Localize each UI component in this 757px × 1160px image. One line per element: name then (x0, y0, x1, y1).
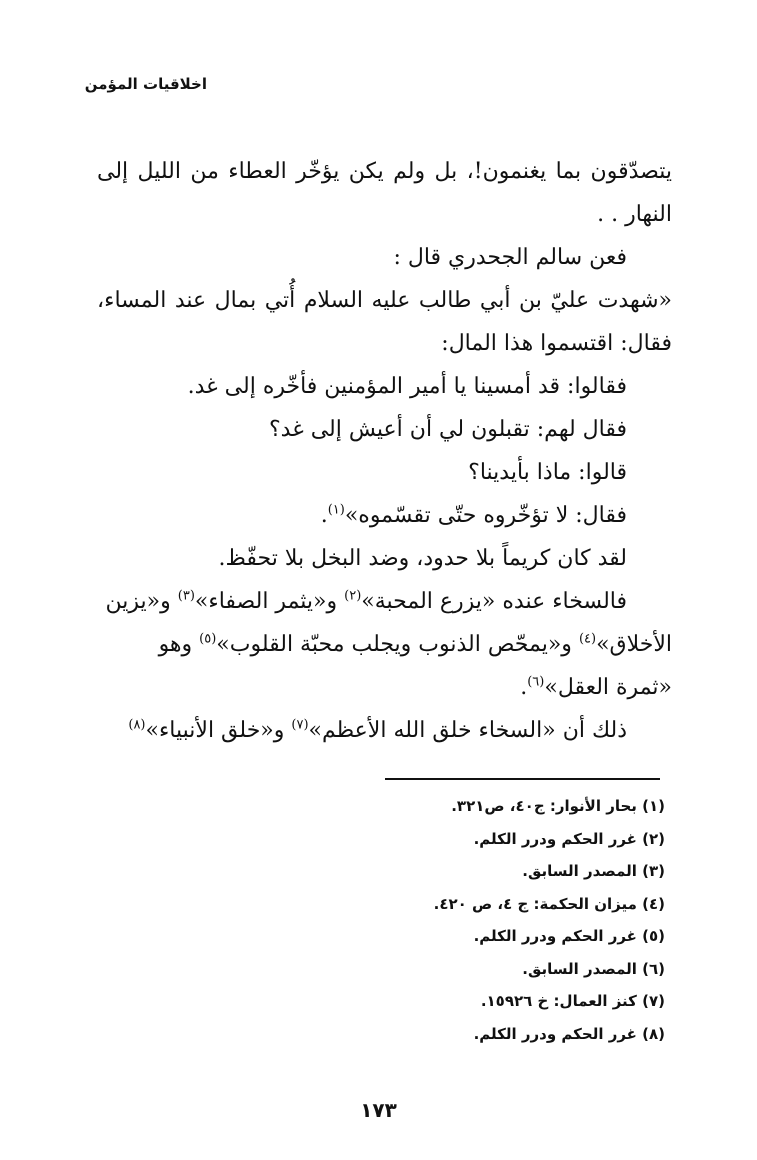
body-text-segment: فقال: لا تؤخّروه حتّى تقسّموه» (344, 503, 627, 528)
footnote-ref: (٥) (199, 631, 217, 647)
footnote-item: (٥) غرر الحكم ودرر الكلم. (473, 927, 665, 945)
body-text-segment: . (520, 675, 528, 700)
footnote-ref: (٧) (291, 717, 309, 733)
body-line (97, 709, 672, 752)
footnote-item: (٢) غرر الحكم ودرر الكلم. (473, 829, 665, 848)
body-text-segment: ذلك أن «السخاء خلق الله الأعظم» (308, 718, 627, 743)
body-line: فقال لهم: تقبلون لي أن أعيش إلى غد؟ (269, 417, 627, 442)
body-line (97, 580, 672, 623)
body-line: لقد كان كريماً بلا حدود، وضد البخل بلا تحفّظ. (218, 546, 627, 571)
footnote-ref: (٨) (128, 717, 146, 733)
body-line: فقال: اقتسموا هذا المال: (441, 331, 672, 356)
page-number: ١٧٣ (360, 1098, 397, 1122)
footnote-item: (١) بحار الأنوار: ج٤٠، ص٣٢١. (451, 797, 665, 815)
body-line: فعن سالم الجحدري قال : (393, 245, 627, 270)
footnote-item: (٣) المصدر السابق. (522, 862, 665, 880)
footnote-item: (٨) غرر الحكم ودرر الكلم. (473, 1024, 665, 1043)
footnote-ref: (١) (327, 502, 345, 518)
body-line (97, 623, 672, 666)
body-line: يتصدّقون بما يغنمون!، بل ولم يكن يؤخّر العطاء من الليل إلى (97, 159, 672, 184)
body-line: فقالوا: قد أمسينا يا أمير المؤمنين فأخّره إلى غد. (187, 374, 627, 399)
body-text-segment: و«يمحّص الذنوب ويجلب محبّة القلوب» (216, 632, 572, 657)
body-line (97, 666, 672, 709)
body-text (97, 150, 672, 752)
body-text-segment: فالسخاء عنده «يزرع المحبة» (361, 589, 627, 614)
body-text-segment: الأخلاق» (596, 632, 672, 657)
body-line: قالوا: ماذا بأيدينا؟ (468, 460, 627, 485)
body-line: «شهدت عليّ بن أبي طالب عليه السلام أُتي بمال عند المساء، (97, 288, 672, 313)
footnote-item: (٤) ميزان الحكمة: ج ٤، ص ٤٢٠. (433, 894, 665, 913)
body-line: النهار . . (597, 202, 672, 227)
footnotes (335, 790, 665, 1050)
footnote-ref: (٣) (177, 588, 195, 604)
body-text-segment: «ثمرة العقل» (544, 675, 672, 700)
footnote-ref: (٢) (344, 588, 362, 604)
body-text-segment: و«خلق الأنبياء» (145, 718, 285, 743)
body-line: فقال: لا تؤخّروه حتّى تقسّموه»$^{(١)}$. (320, 502, 627, 528)
running-header: اخلاقيات المؤمن (84, 75, 207, 93)
body-text-segment: و«يزين (105, 589, 171, 614)
body-text-segment: و«يثمر الصفاء» (194, 589, 338, 614)
footnote-item: (٦) المصدر السابق. (522, 959, 665, 978)
footnote-item: (٧) كنز العمال: خ ١٥٩٢٦. (480, 992, 665, 1010)
footnote-ref: (٦) (527, 674, 545, 690)
footnote-separator (385, 778, 660, 780)
body-text-segment: وهو (158, 632, 193, 657)
footnote-ref: (٤) (578, 631, 597, 647)
